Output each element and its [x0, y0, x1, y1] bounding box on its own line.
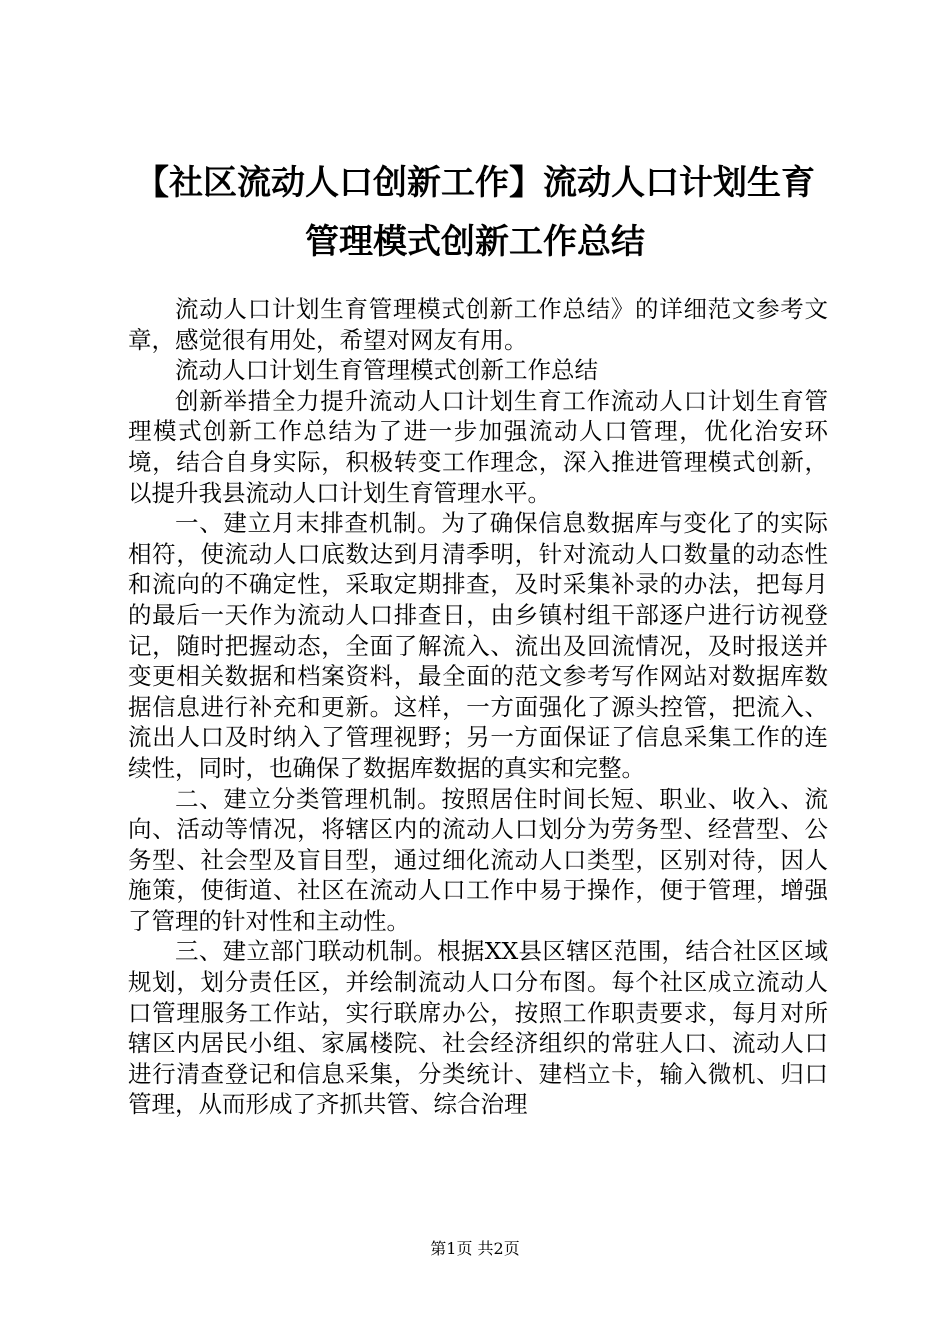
paragraph-intro: 流动人口计划生育管理模式创新工作总结》的详细范文参考文章，感觉很有用处，希望对网友有用。 [128, 295, 828, 354]
paragraph-section-3: 三、建立部门联动机制。根据XX县区辖区范围，结合社区区域规划，划分责任区，并绘制流动人口分布图。每个社区成立流动人口管理服务工作站，实行联席办公，按照工作职责要求，每月对所辖区内居民小组、家属楼院、社会经济组织的常驻人口、流动人口进行清查登记和信息采集，分类统计、建档立卡，输入微机、归口管理，从而形成了齐抓共管、综合治理 [128, 937, 828, 1119]
document-body [128, 294, 828, 1120]
paragraph-subtitle: 流动人口计划生育管理模式创新工作总结 [175, 356, 598, 385]
paragraph-section-2: 二、建立分类管理机制。按照居住时间长短、职业、收入、流向、活动等情况，将辖区内的流动人口划分为劳务型、经营型、公务型、社会型及盲目型，通过细化流动人口类型，区别对待，因人施策，使街道、社区在流动人口工作中易于操作，便于管理，增强了管理的针对性和主动性。 [128, 784, 828, 935]
paragraph-overview: 创新举措全力提升流动人口计划生育工作流动人口计划生育管理模式创新工作总结为了进一步加强流动人口管理，优化治安环境，结合自身实际，积极转变工作理念，深入推进管理模式创新，以提升我县流动人口计划生育管理水平。 [128, 386, 828, 507]
page-footer: 第1页 共2页 [430, 1239, 520, 1258]
document-title-line-1: 【社区流动人口创新工作】流动人口计划生育 [135, 163, 815, 203]
document-title-line-2: 管理模式创新工作总结 [305, 222, 645, 262]
paragraph-section-1: 一、建立月末排查机制。为了确保信息数据库与变化了的实际相符，使流动人口底数达到月清季明，针对流动人口数量的动态性和流向的不确定性，采取定期排查，及时采集补录的办法，把每月的最后一天作为流动人口排查日，由乡镇村组干部逐户进行访视登记，随时把握动态，全面了解流入、流出及回流情况，及时报送并变更相关数据和档案资料，最全面的范文参考写作网站对数据库数据信息进行补充和更新。这样，一方面强化了源头控管，把流入、流出人口及时纳入了管理视野；另一方面保证了信息采集工作的连续性，同时，也确保了数据库数据的真实和完整。 [128, 509, 828, 782]
